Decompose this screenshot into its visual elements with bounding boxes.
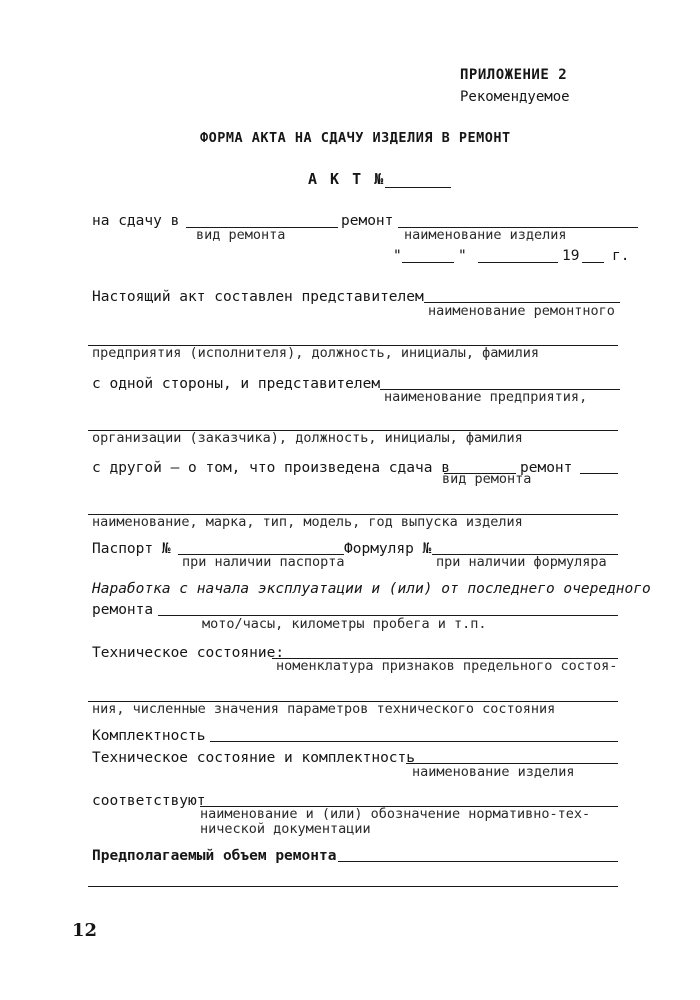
delivery-repair-word: ремонт [520,460,573,476]
customer-intro: с одной стороны, и представителем [92,376,381,392]
representative-intro: Настоящий акт составлен представителем [92,289,424,305]
year-prefix: 19 [562,248,580,264]
technical-state-caption-a: номенклатура признаков предельного состоя- [276,658,618,674]
passport-label: Паспорт № [92,541,171,557]
formular-caption: при наличии формуляра [436,554,607,570]
repair-type-caption: вид ремонта [196,227,286,243]
operating-time-repair: ремонта [92,602,154,618]
rep-caption-a: наименование ремонтного [428,303,615,319]
year-suffix: г. [612,248,630,264]
passport-caption: при наличии паспорта [182,554,345,570]
product-name-caption: наименование изделия [404,227,567,243]
repair-volume-label: Предполагаемый объем ремонта [92,848,337,864]
compliance-doc-caption-b: нической документации [200,821,371,837]
handover-prefix: на сдачу в [92,213,180,229]
delivery-text: с другой – о том, что произведена сдача в [92,460,450,476]
completeness-label: Комплектность [92,728,206,744]
completeness-line [210,741,618,742]
rep-caption-b: предприятия (исполнителя), должность, инициалы, фамилия [92,345,540,361]
formular-label: Формуляр № [344,541,432,557]
form-title: ФОРМА АКТА НА СДАЧУ ИЗДЕЛИЯ В РЕМОНТ [200,130,511,146]
customer-caption-a: наименование предприятия, [384,389,588,405]
compliance-product-caption: наименование изделия [412,764,575,780]
delivery-repair-type-caption: вид ремонта [442,471,532,487]
repair-volume-line [338,861,618,862]
corresponds-label: соответствуют [92,793,206,809]
appendix-label: ПРИЛОЖЕНИЕ 2 [460,67,568,83]
delivery-tail-line [580,473,618,474]
operating-time-text: Наработка с начала эксплуатации и (или) от последнего очередного [92,581,651,597]
technical-state-label: Техническое состояние: [92,645,285,661]
repair-volume-line-2 [88,886,618,887]
date-quote-open: " [393,248,402,264]
product-desc-caption: наименование, марка, тип, модель, год выпуска изделия [92,514,523,530]
operating-time-caption: мото/часы, километры пробега и т.п. [202,616,487,632]
page-number: 12 [72,920,98,941]
repair-word: ремонт [341,213,394,229]
act-number-label: А К Т № [308,170,386,188]
customer-caption-b: организации (заказчика), должность, инициалы, фамилия [92,430,523,446]
date-month-line [478,262,558,263]
recommended-label: Рекомендуемое [460,89,570,105]
compliance-doc-caption-a: наименование и (или) обозначение нормативно-тех- [200,806,591,822]
act-number-line [385,187,451,188]
technical-state-caption-b: ния, численные значения параметров технического состояния [92,701,556,717]
compliance-label: Техническое состояние и комплектность [92,750,416,766]
date-day-line [402,262,454,263]
date-year-line [582,262,604,263]
date-quote-close: " [458,248,467,264]
